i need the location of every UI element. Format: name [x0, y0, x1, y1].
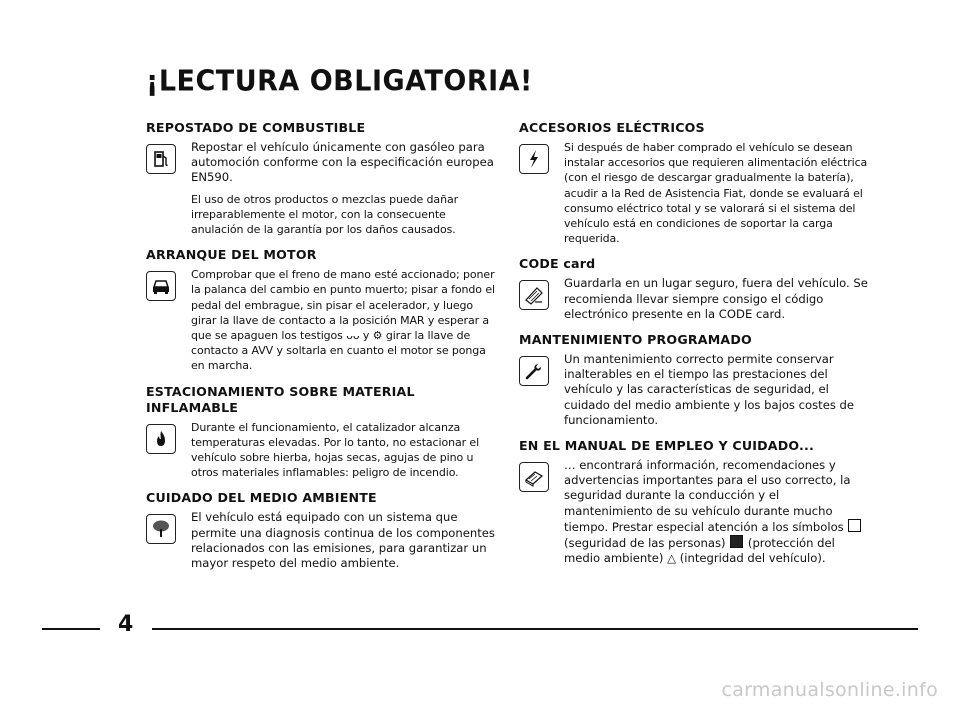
section-environment: [146, 490, 496, 571]
flame-icon: [146, 424, 176, 454]
manual-text: … encontrará información, recomendaciones y advertencias importantes para el uso correcto, la seguridad durante la conducción y el mantenimiento de su vehículo durante mucho tiempo. Prestar especial atención a los símbolos (seguridad de las personas) (protección del medio ambiente) △ (integridad del vehículo).: [564, 458, 871, 566]
flammable-text: Durante el funcionamiento, el catalizador alcanza temperaturas elevadas. Por lo tanto, no estacionar el vehículo sobre hierba, hojas secas, agujas de pino u otros materiales inflamables: peligro de incendio.: [191, 420, 480, 480]
section-heading: REPOSTADO DE COMBUSTIBLE: [146, 120, 366, 135]
fuel-text-2: El uso de otros productos o mezclas puede dañar irreparablemente el motor, con la consecuente anulación de la garantía por los daños causados.: [191, 192, 459, 237]
section-heading: CUIDADO DEL MEDIO AMBIENTE: [146, 490, 377, 506]
environment-symbol-icon: [730, 535, 743, 548]
car-front-icon: [146, 271, 176, 301]
page-number: 4: [118, 612, 134, 637]
footer-rule-left: [42, 628, 100, 630]
wrench-icon: [519, 356, 549, 386]
section-heading: MANTENIMIENTO PROGRAMADO: [519, 332, 752, 348]
electrical-text: Si después de haber comprado el vehículo se desean instalar accesorios que requieren alimentación eléctrica (con el riesgo de descargar gradualmente la batería), acudir a la Red de Asistencia Fiat, donde se evaluará el consumo eléctrico total y se valorará si el sistema del vehículo está en condiciones de soportar la carga requerida.: [564, 141, 868, 246]
section-heading: ESTACIONAMIENTO SOBRE MATERIAL INFLAMABLE: [146, 383, 415, 415]
section-fuel: [146, 120, 496, 237]
tree-icon: [146, 514, 176, 544]
section-heading: ACCESORIOS ELÉCTRICOS: [519, 120, 705, 135]
lightning-icon: [519, 144, 549, 174]
engine-warning-icon: ⚙: [372, 329, 383, 343]
fuel-text-1: Repostar el vehículo únicamente con gasóleo para automoción conforme con la especificación europea EN590.: [191, 140, 494, 185]
watermark: carmanualsonline.info: [721, 679, 938, 701]
maintenance-text: Un mantenimiento correcto permite conservar inalterables en el tiempo las prestaciones del vehículo y las características de seguridad, el cuidado del medio ambiente y los bajos costes de funcionamiento.: [564, 352, 855, 427]
fuel-pump-icon: [146, 144, 176, 174]
engine-start-text: Comprobar que el freno de mano esté accionado; poner la palanca del cambio en punto muerto; pisar a fondo el pedal del embrague, sin pisar el acelerador, y luego girar la llave de contacto a la posición MAR y esperar a que se apaguen los testigos ᴗᴗ y ⚙ girar la llave de contacto a AVV y soltarla en cuanto el motor se ponga en marcha.: [191, 268, 495, 373]
safety-symbol-icon: [848, 519, 861, 532]
code-card-icon: [519, 280, 549, 310]
section-scheduled-maintenance: [519, 332, 871, 428]
section-heading: EN EL MANUAL DE EMPLEO Y CUIDADO...: [519, 438, 814, 454]
environment-text: El vehículo está equipado con un sistema que permite una diagnosis continua de los componentes relacionados con las emisiones, para garantizar un mayor respeto del medio ambiente.: [191, 510, 495, 571]
glow-plug-icon: ᴗᴗ: [346, 329, 360, 343]
left-column: [146, 120, 496, 581]
section-heading: ARRANQUE DEL MOTOR: [146, 247, 317, 263]
footer-rule-right: [152, 628, 918, 630]
page-title: ¡LECTURA OBLIGATORIA!: [146, 65, 533, 98]
section-electrical-accessories: [519, 120, 871, 246]
vehicle-integrity-symbol-icon: △: [667, 551, 677, 566]
manual-book-icon: [519, 462, 549, 492]
section-heading: CODE card: [519, 256, 596, 272]
section-engine-start: [146, 247, 496, 373]
right-column: [519, 120, 871, 576]
section-flammable-parking: [146, 384, 496, 481]
code-card-text: Guardarla en un lugar seguro, fuera del vehículo. Se recomienda llevar siempre consigo el código electrónico presente en la CODE card.: [564, 276, 868, 321]
section-code-card: [519, 256, 871, 322]
section-owner-manual: [519, 438, 871, 566]
